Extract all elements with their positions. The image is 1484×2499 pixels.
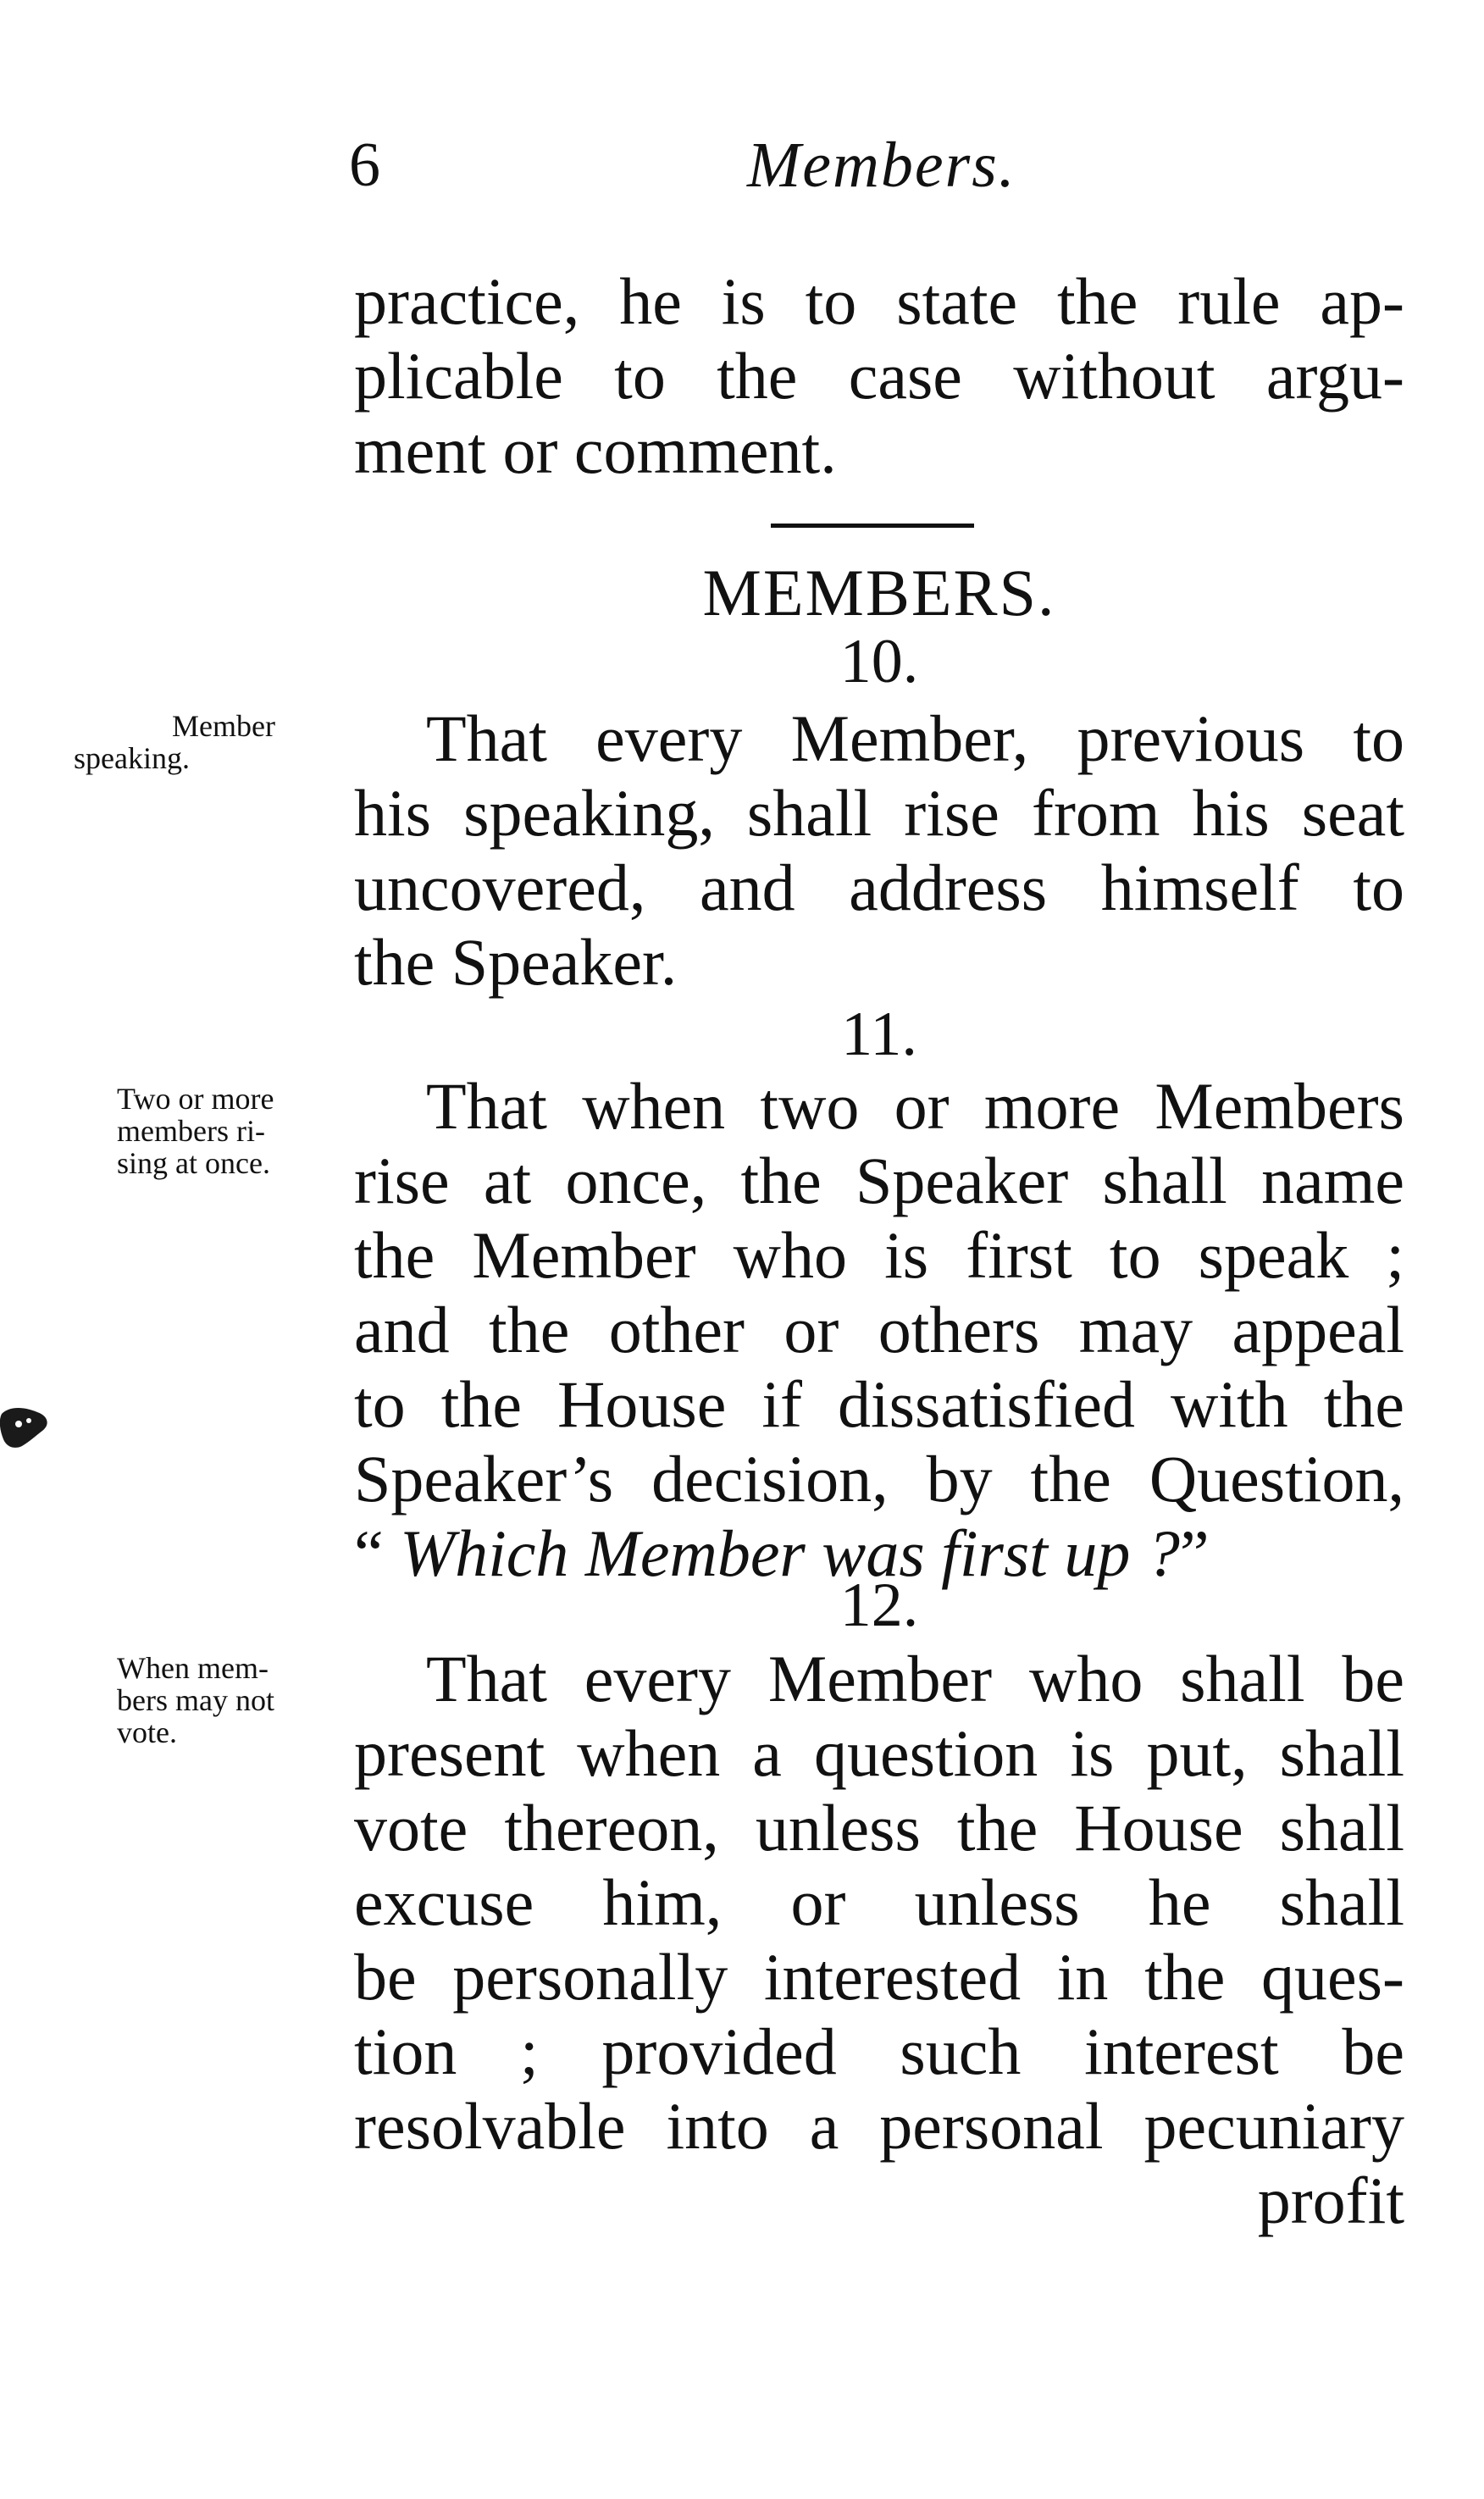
margin-note-line: bers may not (117, 1683, 274, 1717)
text-line: to the House if dissatisfied with the (354, 1367, 1404, 1441)
rule-paragraph (354, 1069, 1404, 1591)
page-header (349, 123, 1399, 216)
margin-note-line: speaking. (74, 741, 190, 775)
text-line: ment or comment. (354, 413, 837, 487)
page-number: 6 (349, 130, 380, 200)
margin-note-line: vote. (117, 1715, 177, 1749)
close-quote: ” (1179, 1516, 1210, 1590)
catchword: profit (1257, 2164, 1404, 2237)
text-line: be personally interested in the ques- (354, 1940, 1404, 2014)
margin-note-line: Member (172, 709, 275, 743)
running-title: Members. (747, 130, 1016, 201)
rule-paragraph (354, 1642, 1404, 2238)
text-line: resolvable into a personal pecuniary (354, 2089, 1404, 2163)
rule-number: 12. (839, 1571, 919, 1640)
text-line: the Speaker. (354, 925, 678, 999)
ink-blot-icon (0, 1402, 53, 1453)
text-line: uncovered, and address himself to (354, 851, 1404, 924)
margin-note (117, 1652, 363, 1748)
margin-note-line: Two or more (117, 1082, 274, 1116)
margin-note-line: sing at once. (117, 1146, 270, 1180)
text-line: That every Member who shall be (426, 1642, 1404, 1715)
text-line: and the other or others may appeal (354, 1293, 1404, 1366)
section-divider (771, 524, 974, 528)
rule-number: 11. (841, 1000, 917, 1069)
open-quote: “ (354, 1516, 384, 1590)
text-line: excuse him, or unless he shall (354, 1865, 1404, 1939)
text-line: the Member who is first to speak ; (354, 1218, 1404, 1292)
rule-number: 10. (839, 627, 919, 696)
text-line: rise at once, the Speaker shall name (354, 1144, 1404, 1217)
continuation-paragraph (354, 264, 1404, 488)
text-line: vote thereon, unless the House shall (354, 1791, 1404, 1865)
section-heading: MEMBERS. (702, 556, 1056, 629)
margin-note-line: When mem- (117, 1651, 269, 1685)
text-line: tion ; provided such interest be (354, 2014, 1404, 2088)
margin-note-line: members ri- (117, 1114, 265, 1148)
rule-paragraph (354, 701, 1404, 1000)
margin-note (117, 1083, 363, 1179)
text-line: That every Member, previous to (426, 701, 1404, 775)
text-line: That when two or more Members (426, 1069, 1404, 1143)
text-line: his speaking, shall rise from his seat (354, 776, 1404, 850)
text-line: Speaker’s decision, by the Question, (354, 1442, 1404, 1515)
quote-text: Which Member was first up ? (400, 1516, 1180, 1590)
text-line: practice, he is to state the rule ap- (354, 264, 1404, 338)
text-line: plicable to the case without argu- (354, 339, 1404, 413)
text-line: present when a question is put, shall (354, 1716, 1404, 1790)
